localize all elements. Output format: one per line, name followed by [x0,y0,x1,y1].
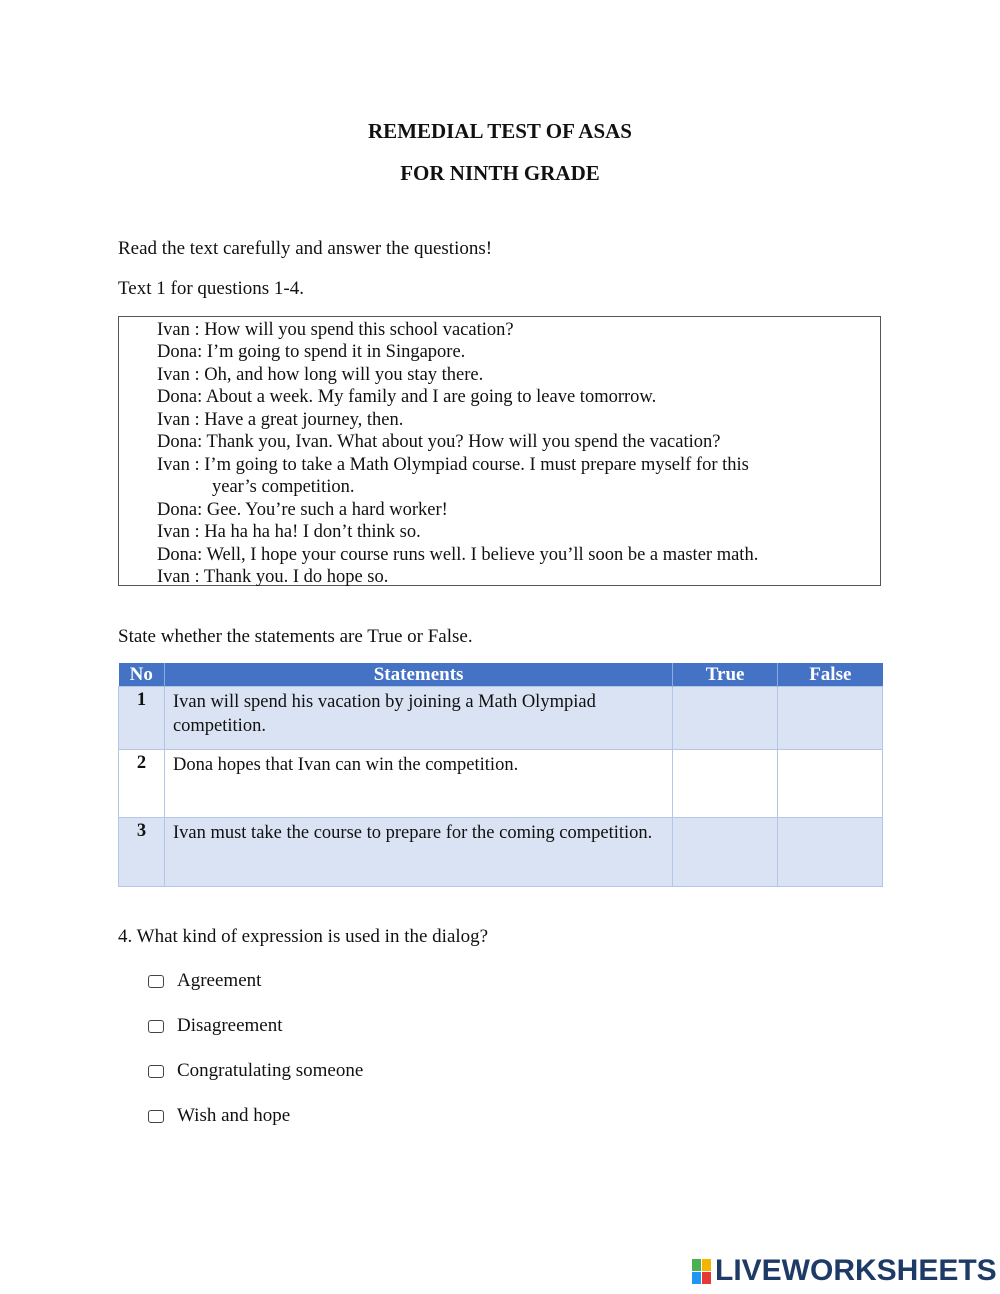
false-answer-cell[interactable] [778,750,883,818]
question-4: 4. What kind of expression is used in the dialog? [118,926,489,947]
option-wish-hope[interactable] [148,1105,290,1127]
table-row [119,687,883,750]
liveworksheets-logo [692,1254,997,1288]
text-label: Text 1 for questions 1-4. [118,278,305,299]
tf-instruction: State whether the statements are True or False. [118,626,473,647]
logo-text: LIVEWORKSHEETS [715,1254,997,1287]
checkbox-icon[interactable] [148,1110,164,1123]
dialog-line: Ivan : How will you spend this school vacation? [157,320,514,340]
checkbox-icon[interactable] [148,1065,164,1078]
dialog-line: Ivan : I’m going to take a Math Olympiad course. I must prepare myself for this [157,455,749,475]
row-statement: Dona hopes that Ivan can win the competition. [164,750,672,818]
true-answer-cell[interactable] [673,750,778,818]
instruction-read: Read the text carefully and answer the questions! [118,238,493,259]
dialog-line: Ivan : Have a great journey, then. [157,410,404,430]
option-agreement[interactable] [148,970,261,992]
option-label: Disagreement [177,1015,283,1036]
row-number: 2 [119,750,165,818]
option-label: Congratulating someone [177,1060,364,1081]
dialog-line: Ivan : Ha ha ha ha! I don’t think so. [157,522,421,542]
dialog-line: Dona: Thank you, Ivan. What about you? How will you spend the vacation? [157,432,721,452]
row-number: 3 [119,818,165,887]
page-subtitle: FOR NINTH GRADE [400,161,600,185]
header-false: False [778,663,883,687]
true-answer-cell[interactable] [673,687,778,750]
option-label: Wish and hope [177,1105,291,1126]
dialog-line: Dona: About a week. My family and I are going to leave tomorrow. [157,387,657,407]
row-statement: Ivan will spend his vacation by joining a Math Olympiad competition. [164,687,672,750]
header-true: True [673,663,778,687]
true-false-table [118,663,883,887]
option-label: Agreement [177,970,262,991]
header-no: No [119,663,165,687]
dialog-line: Dona: I’m going to spend it in Singapore. [157,342,466,362]
header-statements: Statements [164,663,672,687]
dialog-line: Ivan : Oh, and how long will you stay there. [157,365,484,385]
false-answer-cell[interactable] [778,818,883,887]
checkbox-icon[interactable] [148,975,164,988]
checkbox-icon[interactable] [148,1020,164,1033]
true-answer-cell[interactable] [673,818,778,887]
dialog-line: Dona: Gee. You’re such a hard worker! [157,500,448,520]
table-row [119,750,883,818]
liveworksheets-logo-icon [692,1259,711,1284]
dialog-line: Dona: Well, I hope your course runs well. I believe you’ll soon be a master math. [157,545,759,565]
option-congratulating[interactable] [148,1060,363,1082]
false-answer-cell[interactable] [778,687,883,750]
option-disagreement[interactable] [148,1015,283,1037]
dialog-line: Ivan : Thank you. I do hope so. [157,567,389,587]
dialog-line: year’s competition. [212,477,355,497]
row-statement: Ivan must take the course to prepare for the coming competition. [164,818,672,887]
page-title: REMEDIAL TEST OF ASAS [368,119,632,143]
table-row [119,818,883,887]
row-number: 1 [119,687,165,750]
dialog-box [118,316,881,586]
